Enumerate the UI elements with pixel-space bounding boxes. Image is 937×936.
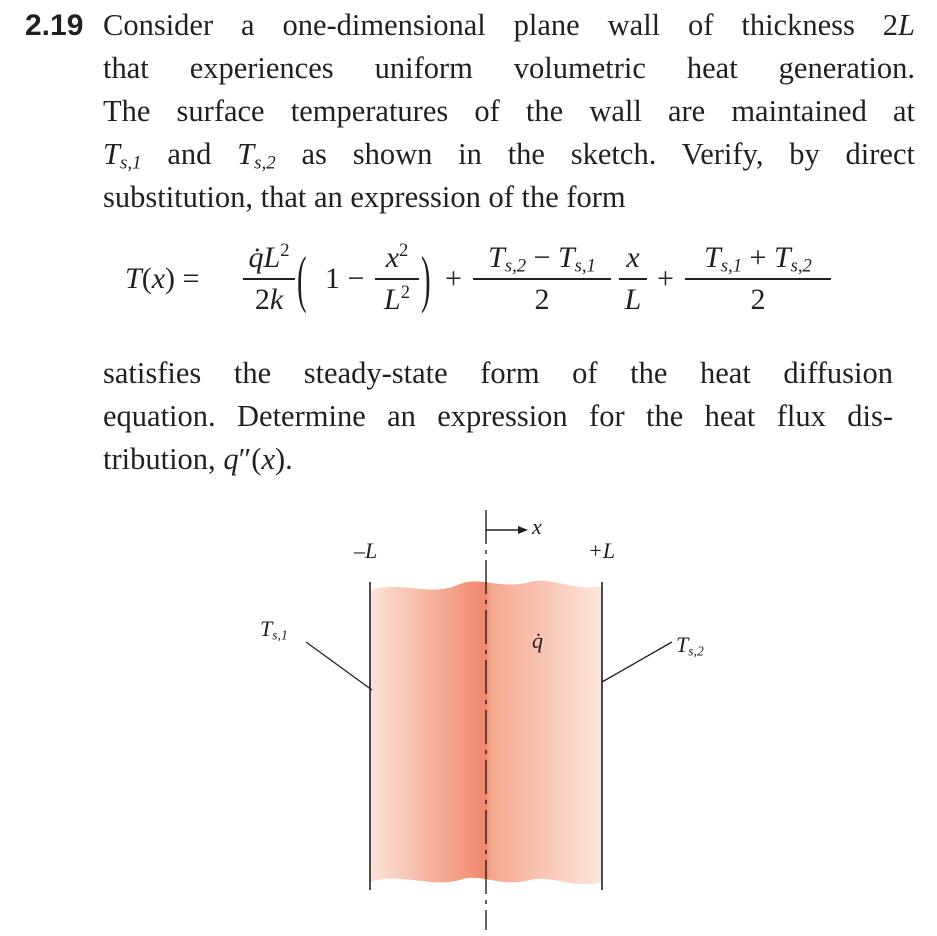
problem-block [25, 4, 915, 219]
wall-figure [230, 510, 750, 930]
label-qdot: q̇ [532, 628, 543, 653]
eq-frac-x2: $x^2$ $L^2$ [375, 240, 419, 318]
intro-line-1: Consider a one-dimensional plane wall of thickness 2L [103, 8, 915, 42]
problem-closing [103, 352, 893, 481]
intro-line-4: $T_{s,1}$ and $T_{s,2}$ as shown in the sketch. Verify, by direct [103, 137, 915, 174]
label-x: x [532, 514, 542, 539]
closing-line-1: satisfies the steady-state form of the heat diffusion [103, 356, 893, 390]
label-plus-l: +L [588, 538, 616, 563]
closing-line-2: equation. Determine an expression for the heat flux dis- [103, 399, 893, 433]
wall-sketch [230, 510, 750, 930]
temperature-equation [125, 232, 905, 332]
label-ts2: $T_{s,2}$ [676, 632, 704, 659]
label-ts1: $T_{s,1}$ [260, 616, 288, 643]
intro-line-5: substitution, that an expression of the form [103, 180, 626, 214]
eq-paren-open: ( [297, 243, 307, 314]
eq-frac-sum: $T_{s,1} + T_{s,2}$ 2 [685, 240, 831, 318]
eq-frac-diff: $T_{s,2} - T_{s,1}$ 2 [473, 240, 611, 318]
label-minus-l: –L [354, 538, 378, 563]
ts2-leader [602, 642, 672, 682]
eq-lhs: T(x) = [125, 262, 200, 295]
intro-line-2: that experiences uniform volumetric heat generation. [103, 51, 915, 85]
eq-frac-qdot: $q̇L^2$ 2k [243, 240, 295, 318]
intro-line-3: The surface temperatures of the wall are maintained at [103, 94, 915, 128]
closing-line-3: tribution, q″(x). [103, 442, 293, 476]
problem-intro [103, 4, 915, 219]
ts1-leader [306, 642, 372, 690]
eq-plus-2: + [657, 262, 674, 295]
eq-paren-close: ) [421, 243, 431, 314]
problem-number: 2.19 [25, 9, 84, 42]
eq-frac-xl: x L [619, 240, 647, 318]
eq-plus-1: + [445, 262, 462, 295]
eq-one: 1 − [325, 262, 365, 295]
x-axis-arrowhead [518, 526, 528, 534]
